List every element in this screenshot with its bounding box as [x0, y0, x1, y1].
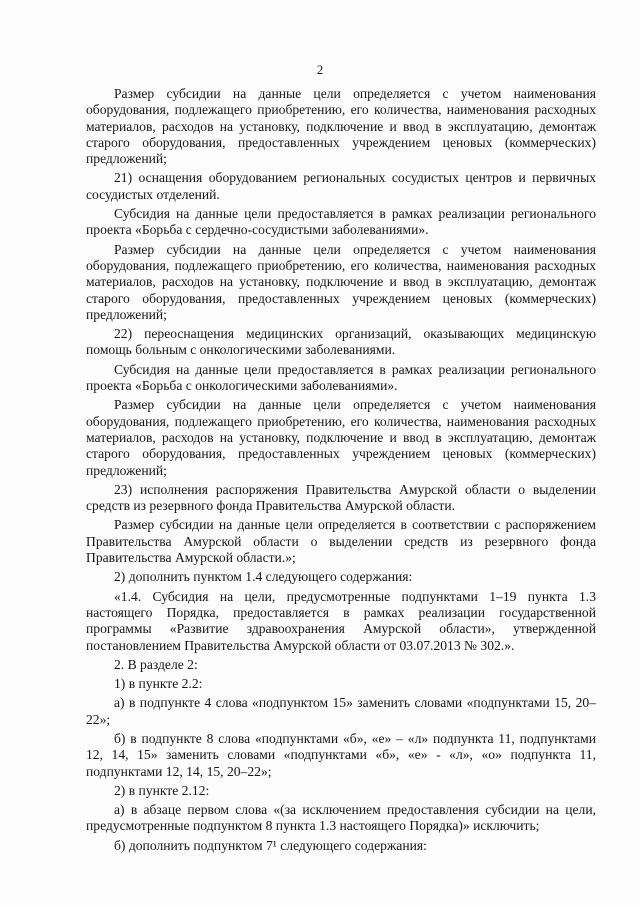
paragraph: б) в подпункте 8 слова «подпунктами «б», «е» – «л» подпункта 11, подпунктами 12, 14, 15» заменить словами «подпунктами «б», «е» - «л», «о» подпункта 11, подпунктами 12, 14, 15, 20–22»; — [86, 730, 596, 779]
paragraph: 2. В разделе 2: — [114, 656, 198, 672]
paragraph: а) в подпункте 4 слова «подпунктом 15» заменить словами «подпунктами 15, 20–22»; — [86, 695, 596, 727]
paragraph: 22) переоснащения медицинских организаций, оказывающих медицинскую помощь больным с онкологическими заболеваниями. — [86, 326, 596, 358]
paragraph: Субсидия на данные цели предоставляется в рамках реализации регионального проекта «Борьба с сердечно-сосудистыми заболеваниями». — [86, 206, 596, 238]
page-number: 2 — [316, 62, 324, 77]
paragraph: Размер субсидии на данные цели определяется с учетом наименования оборудования, подлежащего приобретению, его количества, наименования расходных материалов, расходов на установку, подключение и ввод в эксплуатацию, демонтаж старого оборудования, предоставленных учреждением ценовых (коммерческих) предложений; — [86, 241, 596, 322]
paragraph: 21) оснащения оборудованием региональных сосудистых центров и первичных сосудистых отделений. — [86, 170, 596, 202]
paragraph: Размер субсидии на данные цели определяется в соответствии с распоряжением Правительства Амурской области о выделении средств из резервного фонда Правительства Амурской области.»; — [86, 517, 596, 566]
paragraph: 2) в пункте 2.12: — [114, 782, 210, 798]
paragraph: Субсидия на данные цели предоставляется в рамках реализации регионального проекта «Борьба с онкологическими заболеваниями». — [86, 361, 596, 394]
paragraph: а) в абзаце первом слова «(за исключением предоставления субсидии на цели, предусмотренные подпунктом 8 пункта 1.3 настоящего Порядка)» исключить; — [86, 802, 596, 834]
paragraph: «1.4. Субсидия на цели, предусмотренные подпунктами 1–19 пункта 1.3 настоящего Порядка, предоставляется в рамках реализации государственной программы «Развитие здравоохранения Амурской области», утвержденной постановлением Правительства Амурской области от 03.07.2013 № 302.». — [86, 588, 596, 653]
paragraph: 1) в пункте 2.2: — [114, 676, 203, 692]
paragraph: Размер субсидии на данные цели определяется с учетом наименования оборудования, подлежащего приобретению, его количества, наименования расходных материалов, расходов на установку, подключение и ввод в эксплуатацию, демонтаж старого оборудования, предоставленных учреждением ценовых (коммерческих) предложений; — [86, 86, 596, 167]
paragraph: 23) исполнения распоряжения Правительства Амурской области о выделении средств из резервного фонда Правительства Амурской области. — [86, 481, 596, 514]
paragraph: 2) дополнить пунктом 1.4 следующего содержания: — [114, 569, 413, 585]
paragraph: Размер субсидии на данные цели определяется с учетом наименования оборудования, подлежащего приобретению, его количества, наименования расходных материалов, расходов на установку, подключение и ввод в эксплуатацию, демонтаж старого оборудования, предоставленных учреждением ценовых (коммерческих) предложений; — [86, 397, 596, 478]
document-body — [86, 86, 596, 857]
paragraph: б) дополнить подпунктом 7¹ следующего содержания: — [114, 837, 427, 853]
